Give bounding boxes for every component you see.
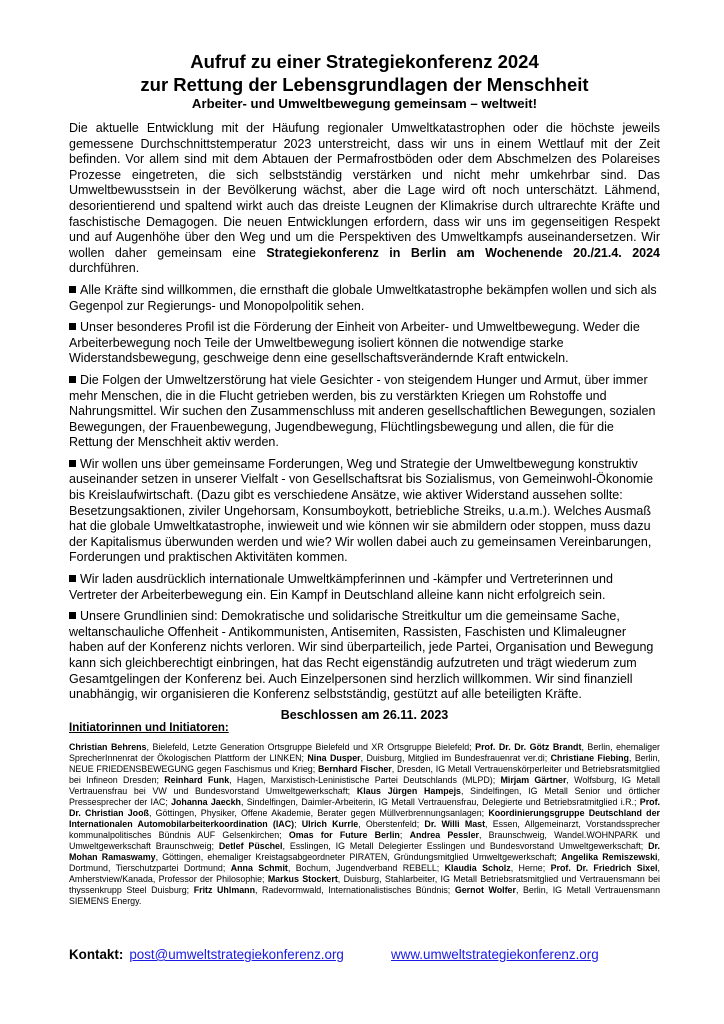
initiator-name: Klaudia Scholz (444, 863, 511, 874)
initiator-name: Klaus Jürgen Hampejs (356, 785, 461, 796)
square-bullet-icon (69, 460, 76, 467)
initiator-name: Prof. Dr. Christian Jooß (69, 797, 660, 819)
intro-end: durchführen. (69, 261, 140, 276)
subtitle: Arbeiter- und Umweltbewegung gemeinsam – weltweit! (191, 96, 538, 111)
initiator-description: , Essen, Allgemeinarzt, Vorstandssprecher kommunalpolitisches Bündnis AUF Gelsenkirchen; (69, 819, 661, 841)
initiator-description: , Radevormwald, Internationalistisches Bündnis; (255, 885, 455, 896)
initiator-name: Anna Schmit (230, 863, 288, 874)
initiators-heading: Initiatorinnen und Initiatoren: (69, 721, 229, 734)
initiator-description: , Berlin, NEUE FRIEDENSBEWEGUNG gegen Faschismus und Krieg; (69, 752, 660, 774)
initiator-description: , Herne; (510, 863, 551, 874)
initiator-description: , Oberstenfeld; (358, 819, 425, 830)
initiator-name: Mirjam Gärtner (500, 774, 567, 785)
title-line-2: zur Rettung der Lebensgrundlagen der Menschheit (140, 74, 589, 95)
initiator-name: Johanna Jaeckh (171, 797, 241, 808)
square-bullet-icon (69, 376, 76, 383)
initiator-description: , Duisburg, Mitglied im Bundesfrauenrat ver.di; (360, 752, 551, 763)
bullet-text: Alle Kräfte sind willkommen, die ernsthaft die globale Umweltkatastrophe bekämpfen wollen und sich als Gegenpol zur Regierungs- und Monopolpolitik sehen. (69, 282, 657, 313)
initiator-description: , Dresden, IG Metall Vertrauenskörperleiter und Betriebsratsmitglied bei Infineon Dresden; (69, 763, 660, 785)
initiator-name: Christiane Fiebing (550, 752, 629, 763)
initiator-description: , Göttingen, ehemaliger Kreistagsabgeordneter PIRATEN, Gründungsmitglied Umweltgewerkschaft; (155, 852, 562, 863)
initiator-description: , Braunschweig, Wandel.WOHNPARK und Umweltgewerkschaft Braunschweig; (69, 830, 661, 852)
initiator-name: Prof. Dr. Friedrich Sixel (550, 863, 658, 874)
square-bullet-icon (69, 286, 76, 293)
initiator-description: , Sindelfingen, Daimler-Arbeiterin, IG Metall Vertrauensfrau, Delegierte und Betriebsratmitglied i.R.; (240, 797, 640, 808)
initiator-name: Markus Stockert (267, 874, 338, 885)
initiator-name: Omas for Future Berlin (288, 830, 400, 841)
initiator-description: , Duisburg, Stahlarbeiter, IG Metall Betriebsratsmitglied und Vertrauensmann bei thyssenkrupp Steel Duisburg; (69, 874, 660, 896)
initiator-description: , Wolfsburg, IG Metall Vertrauensfrau bei VW und Bundesvorstand Umweltgewerkschaft; (69, 774, 660, 796)
initiator-description: , Hagen, Marxistisch-Leninistische Partei Deutschlands (MLPD); (229, 774, 501, 785)
initiator-name: Gernot Wolfer (454, 885, 516, 896)
initiator-description: , Bochum, Jugendverband REBELL; (287, 863, 445, 874)
initiator-description: , Amherstview/Kanada, Professor der Philosophie; (69, 863, 660, 885)
initiator-name: Dr. Willi Mast (424, 819, 486, 830)
initiator-description: , Dortmund, Tierschutzpartei Dortmund; (69, 852, 660, 874)
bullet-point (69, 609, 660, 703)
intro-text: Die aktuelle Entwicklung mit der Häufung regionaler Umweltkatastrophen oder die höchste jeweils gemessene Durchschnittstemperatur 2023 unterstreicht, dass wir uns in einem Wettlauf mit der Zeit befinden. Vor allem sind mit dem Abtauen der Permafrostböden oder dem Abschmelzen des Polareises Prozesse eingetreten, die sich selbstständig verstärken und nicht mehr umkehrbar sind. Das Umweltbewusstsein in der Bevölkerung wächst, aber die Lage wird oft noch unterschätzt. Lähmend, desorientierend und spaltend wirkt auch das dreiste Leugnen der Klimakrise durch ultrarechte Kräfte und faschistische Demagogen. Die neuen Entwicklungen erfordern, dass wir uns im gegenseitigen Respekt und auf Augenhöhe über den Weg und um die Perspektiven des Umweltkampfs auseinandersetzen. Wir wollen daher gemeinsam eine (69, 121, 660, 260)
bullet-point (69, 373, 660, 451)
square-bullet-icon (69, 612, 76, 619)
bullet-point (69, 283, 660, 314)
intro-bold: Strategiekonferenz in Berlin am Wochenende 20./21.4. 2024 (266, 245, 661, 260)
intro-paragraph (69, 121, 660, 277)
bullet-text: Die Folgen der Umweltzerstörung hat viele Gesichter - von steigendem Hunger und Armut, über immer mehr Menschen, die in die Flucht getrieben werden, bis zu verstärkten Kriegen um Rohstoffe und Nahrungsmittel. Wir suchen den Zusammenschluss mit anderen gesellschaftlichen Bewegungen, sozialen Bewegungen, der Frauenbewegung, Jugendbewegung, Flüchtlingsbewegung und allen, die für die Rettung der Menschheit aktiv werden. (69, 372, 656, 450)
initiators-list (69, 742, 660, 908)
initiator-name: Bernhard Fischer (317, 763, 392, 774)
initiator-name: Nina Dusper (307, 752, 361, 763)
website-link[interactable]: www.umweltstrategiekonferenz.org (391, 947, 599, 962)
title-line-1: Aufruf zu einer Strategiekonferenz 2024 (190, 51, 539, 72)
initiator-name: Detlef Püschel (218, 841, 283, 852)
bullet-text: Unsere Grundlinien sind: Demokratische und solidarische Streitkultur um die gemeinsame Sache, weltanschauliche Offenheit - Antikommunisten, Antisemiten, Rassisten, Faschisten und Klimaleugner haben auf der Konferenz nichts verloren. Wir sind überparteilich, jede Partei, Organisation und Bewegung kann sich gleichberechtigt einbringen, hat das Recht eigenständig aufzutreten und trägt wiederum zum Gesamtgelingen der Konferenz bei. Auch Einzelpersonen sind herzlich willkommen. Wir sind finanziell unabhängig, wir organisieren die Konferenz selbstständig, gestützt auf alle beteiligten Kräfte. (69, 609, 654, 702)
contact-bar (69, 946, 660, 964)
initiator-name: Fritz Uhlmann (193, 885, 255, 896)
decision-date: Beschlossen am 26.11. 2023 (280, 707, 449, 722)
bullet-text: Wir laden ausdrücklich internationale Umweltkämpferinnen und -kämpfer und Vertreterinnen und Vertreter der Arbeiterbewegung ein. Ein Kampf in Deutschland alleine kann nicht erfolgreich sein. (69, 572, 613, 602)
initiator-name: Koordinierungsgruppe Deutschland der Internationalen Automobilarbeiterkoordination (IAC) (69, 808, 660, 830)
initiator-description: , Berlin, ehemaliger SprecherInnenrat der Ökologischen Plattform der LINKEN; (69, 741, 660, 763)
initiator-description: , Göttingen, Physiker, Offene Akademie, Berater gegen Müllverbrennungsanlagen; (148, 808, 489, 819)
contact-label: Kontakt: (69, 947, 124, 962)
initiator-name: Ulrich Kurrle (301, 819, 359, 830)
initiator-description: , Sindelfingen, IG Metall Senior und örtlicher Pressesprecher der IAC; (69, 785, 661, 808)
document-page (69, 50, 660, 907)
initiator-name: Dr. Mohan Ramaswamy (69, 841, 660, 863)
bullet-point (69, 457, 660, 566)
initiator-name: Reinhard Funk (164, 774, 230, 785)
bullet-text: Wir wollen uns über gemeinsame Forderungen, Weg und Strategie der Umweltbewegung konstruktiv auseinander setzen in unserer Vielfalt - von Gesellschaftsrat bis Sozialismus, von Gemeinwohl-Ökonomie bis Kreislaufwirtschaft. (Dazu gibt es verschiedene Ansätze, wie aktiver Widerstand aussehen sollte: Besetzungsaktionen, ziviler Ungehorsam, Konsumboykott, betriebliche Streiks, u.a.m.). Welches Ausmaß hat die globale Umweltkatastrophe, inwieweit und wie können wir sie abmildern oder stoppen, muss dazu der Kapitalismus überwunden werden und wie? Wir wollen dabei auch zu gemeinsamen Vereinbarungen, Forderungen und praktischen Aktivitäten kommen. (69, 456, 654, 565)
square-bullet-icon (69, 575, 76, 582)
initiator-description: , Berlin, IG Metall Vertrauensmann SIEMENS Energy. (69, 885, 661, 907)
initiator-name: Prof. Dr. Dr. Götz Brandt (475, 741, 582, 752)
bullet-text: Unser besonderes Profil ist die Förderung der Einheit von Arbeiter- und Umweltbewegung. Weder die Arbeiterbewegung noch Teile der Umweltbewegung isoliert können die notwendige starke Widerstandsbewegung, geschweige denn eine gesellschaftsverändernde Kraft entwickeln. (69, 320, 640, 366)
email-link[interactable]: post@umweltstrategiekonferenz.org (129, 947, 344, 962)
bullet-point (69, 320, 660, 367)
square-bullet-icon (69, 323, 76, 330)
initiator-description: , Esslingen, IG Metall Delegierter Esslingen und Bundesvorstand Umweltgewerkschaft; (282, 841, 649, 852)
initiator-description: , Bielefeld, Letzte Generation Ortsgruppe Bielefeld und XR Ortsgruppe Bielefeld; (146, 741, 476, 752)
initiator-name: Andrea Pessler (409, 830, 479, 841)
initiator-description: ; (294, 819, 302, 830)
initiator-description: ; (399, 830, 410, 841)
bullet-point (69, 572, 660, 603)
initiator-name: Christian Behrens (69, 741, 147, 752)
initiator-name: Angelika Remiszewski (561, 852, 658, 863)
